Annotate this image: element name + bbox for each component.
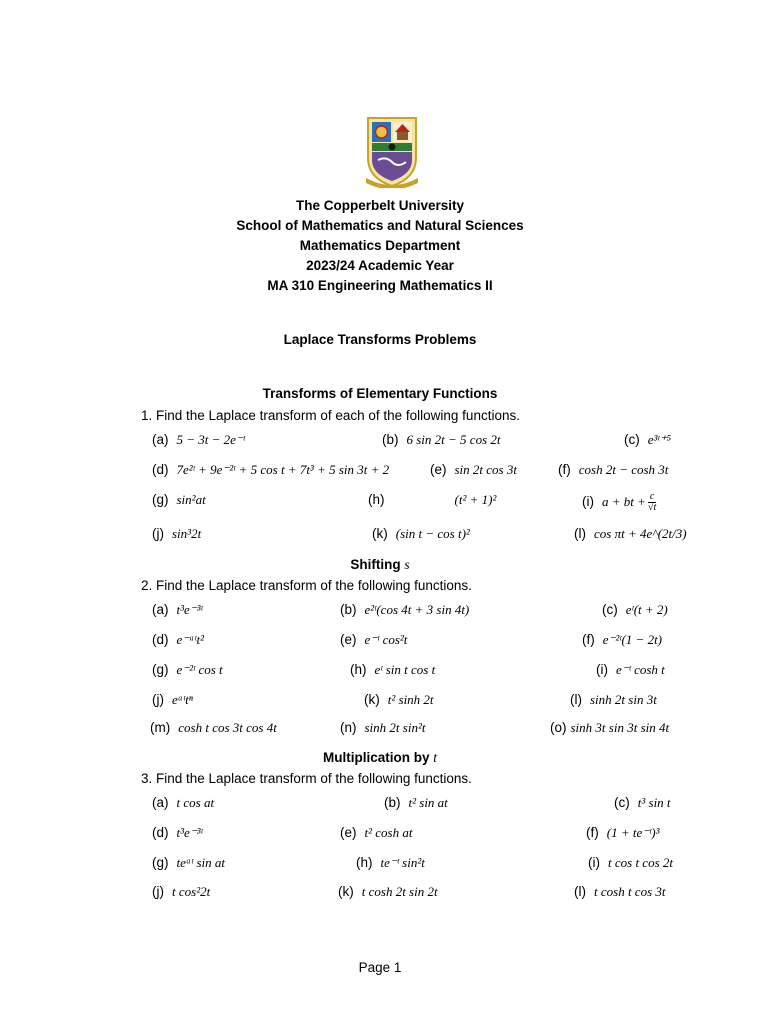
problem-item (602, 602, 668, 618)
section-heading (0, 386, 760, 401)
school-name: School of Mathematics and Natural Sciences (236, 218, 524, 233)
item-label: (g) (152, 662, 169, 677)
problem-item (152, 884, 210, 900)
problem-item (558, 462, 668, 478)
item-label: (c) (602, 602, 618, 617)
academic-year: 2023/24 Academic Year (306, 258, 454, 273)
item-label: (b) (384, 795, 401, 810)
problem-item (624, 432, 671, 448)
item-label: (f) (586, 825, 599, 840)
problem-item (152, 462, 389, 478)
item-label: (k) (338, 884, 354, 899)
item-expression: t² sin at (408, 795, 448, 810)
item-label: (a) (152, 432, 169, 447)
department-name: Mathematics Department (299, 238, 461, 253)
problem-item (340, 602, 469, 618)
item-expression: teᵃᵗ sin at (176, 855, 226, 870)
problem-row (0, 692, 768, 714)
item-label: (i) (582, 494, 594, 510)
problem-item (570, 692, 657, 708)
item-label: (b) (340, 602, 357, 617)
section-heading-variable: t (433, 750, 438, 765)
problem-row (0, 492, 768, 514)
problem-item (586, 825, 660, 841)
item-expression: cosh 2t − cosh 3t (578, 462, 669, 477)
item-label: (g) (152, 492, 169, 507)
item-expression: t cos t cos 2t (608, 855, 673, 870)
item-expression: t cos at (176, 795, 215, 810)
problem-item (364, 692, 434, 708)
problem-item (152, 795, 214, 811)
item-label: (c) (614, 795, 630, 810)
item-label: (a) (152, 602, 169, 617)
item-expression: e²ᵗ(cos 4t + 3 sin 4t) (364, 602, 470, 617)
item-label: (d) (152, 825, 169, 840)
problem-row (0, 432, 768, 454)
item-label: (f) (558, 462, 571, 477)
document-title: Laplace Transforms Problems (283, 332, 477, 347)
item-label: (d) (152, 462, 169, 477)
problem-row (0, 825, 768, 847)
item-label: (h) (368, 492, 385, 507)
item-label: (l) (574, 884, 586, 899)
item-expression: t³e⁻³ᵗ (176, 602, 203, 617)
problem-item (152, 602, 203, 618)
fraction (648, 492, 656, 513)
item-label: (g) (152, 855, 169, 870)
page-number: Page 1 (358, 960, 402, 975)
problem-item (152, 855, 225, 871)
question-text: 2. Find the Laplace transform of the following functions. (141, 578, 472, 593)
item-label: (d) (152, 632, 169, 647)
item-label: (b) (382, 432, 399, 447)
item-expression: t² cosh at (364, 825, 413, 840)
item-label: (e) (430, 462, 447, 477)
problem-item (384, 795, 448, 811)
item-expression: eᵃᵗtⁿ (172, 692, 193, 707)
item-expression: (t² + 1)² (454, 492, 497, 507)
item-label: (c) (624, 432, 640, 447)
item-expression: t cosh 2t sin 2t (361, 884, 438, 899)
course-title: MA 310 Engineering Mathematics II (267, 278, 493, 293)
item-expression: t² sinh 2t (387, 692, 434, 707)
problem-item (340, 720, 425, 736)
section-heading (0, 557, 760, 573)
item-expression: cos πt + 4e^(2t/3) (594, 526, 687, 541)
problem-item (550, 720, 669, 736)
item-expression: eᵗ(t + 2) (625, 602, 668, 617)
item-label: (e) (340, 632, 357, 647)
item-label: (o) (550, 720, 567, 735)
university-name: The Copperbelt University (295, 198, 465, 213)
problem-item (152, 825, 203, 841)
item-expression: (sin t − cos t)² (395, 526, 470, 541)
problem-row (0, 662, 768, 684)
item-expression: sin 2t cos 3t (454, 462, 517, 477)
item-expression: e⁻ᵃᵗt² (176, 632, 205, 647)
item-label: (i) (588, 855, 600, 870)
item-label: (h) (356, 855, 373, 870)
problem-item (582, 632, 662, 648)
fraction-numerator: c (649, 491, 655, 502)
section-heading-text: Shifting (350, 557, 401, 572)
section-heading-variable: s (404, 557, 410, 572)
item-label: (m) (150, 720, 171, 735)
item-expression: 6 sin 2t − 5 cos 2t (406, 432, 501, 447)
item-label: (l) (570, 692, 582, 707)
item-expression: t cosh t cos 3t (594, 884, 666, 899)
problem-item (582, 492, 656, 513)
section-heading-text: Multiplication by (322, 750, 430, 765)
problem-row (0, 602, 768, 624)
problem-row (0, 855, 768, 877)
problem-item (152, 632, 204, 648)
item-label: (n) (340, 720, 357, 735)
problem-item (574, 884, 666, 900)
problem-item (614, 795, 671, 811)
problem-item (574, 526, 687, 542)
item-expression: sinh 2t sin²t (364, 720, 426, 735)
problem-item (152, 692, 193, 708)
item-expression: t³e⁻³ᵗ (176, 825, 203, 840)
problem-item (588, 855, 673, 871)
problem-item (368, 492, 496, 508)
problem-row (0, 795, 768, 817)
item-expression: sin³2t (172, 526, 202, 541)
item-label: (j) (152, 692, 164, 707)
problem-row (0, 462, 768, 484)
item-expression: (1 + te⁻ᵗ)³ (606, 825, 660, 840)
item-expression: eᵗ sin t cos t (374, 662, 436, 677)
problem-row (0, 884, 768, 906)
section-heading (0, 750, 760, 766)
item-label: (l) (574, 526, 586, 541)
item-expression: e³ᵗ⁺⁵ (647, 432, 671, 447)
item-expression: cosh t cos 3t cos 4t (178, 720, 277, 735)
item-expression: te⁻ᵗ sin²t (380, 855, 425, 870)
problem-item (152, 662, 223, 678)
problem-row (0, 720, 768, 742)
item-label: (j) (152, 526, 164, 541)
problem-item (372, 526, 470, 542)
problem-item (596, 662, 665, 678)
problem-item (152, 492, 206, 508)
item-expression: e⁻ᵗ cos²t (364, 632, 408, 647)
problem-item (350, 662, 435, 678)
problem-item (340, 825, 412, 841)
problem-item (150, 720, 277, 736)
item-expression: sinh 2t sin 3t (590, 692, 657, 707)
problem-row (0, 632, 768, 654)
item-label: (h) (350, 662, 367, 677)
item-label: (e) (340, 825, 357, 840)
item-expression: t³ sin t (637, 795, 671, 810)
item-label: (a) (152, 795, 169, 810)
question-text: 3. Find the Laplace transform of the following functions. (141, 771, 472, 786)
item-expression: e⁻²ᵗ(1 − 2t) (602, 632, 663, 647)
item-label: (f) (582, 632, 595, 647)
university-crest-logo (364, 112, 420, 188)
item-label: (k) (364, 692, 380, 707)
problem-item (152, 432, 245, 448)
problem-item (340, 632, 407, 648)
item-expression: 5 − 3t − 2e⁻ᵗ (176, 432, 245, 447)
item-expression: 7e²ᵗ + 9e⁻²ᵗ + 5 cos t + 7t³ + 5 sin 3t + 2 (176, 462, 390, 477)
problem-row (0, 526, 768, 548)
item-expression: e⁻ᵗ cosh t (616, 662, 665, 677)
question-text: 1. Find the Laplace transform of each of the following functions. (141, 408, 520, 423)
item-expression: t cos²2t (172, 884, 211, 899)
item-label: (i) (596, 662, 608, 677)
problem-item (356, 855, 425, 871)
item-label: (k) (372, 526, 388, 541)
item-expression: sinh 3t sin 3t sin 4t (570, 720, 670, 735)
problem-item (430, 462, 517, 478)
problem-item (382, 432, 501, 448)
fraction-denominator: √t (648, 502, 657, 513)
problem-item (152, 526, 201, 542)
item-expression: a + bt + (602, 494, 646, 510)
item-label: (j) (152, 884, 164, 899)
item-expression: e⁻²ᵗ cos t (176, 662, 223, 677)
item-expression: sin²at (176, 492, 206, 507)
problem-item (338, 884, 438, 900)
section-heading-text: Transforms of Elementary Functions (262, 386, 498, 401)
